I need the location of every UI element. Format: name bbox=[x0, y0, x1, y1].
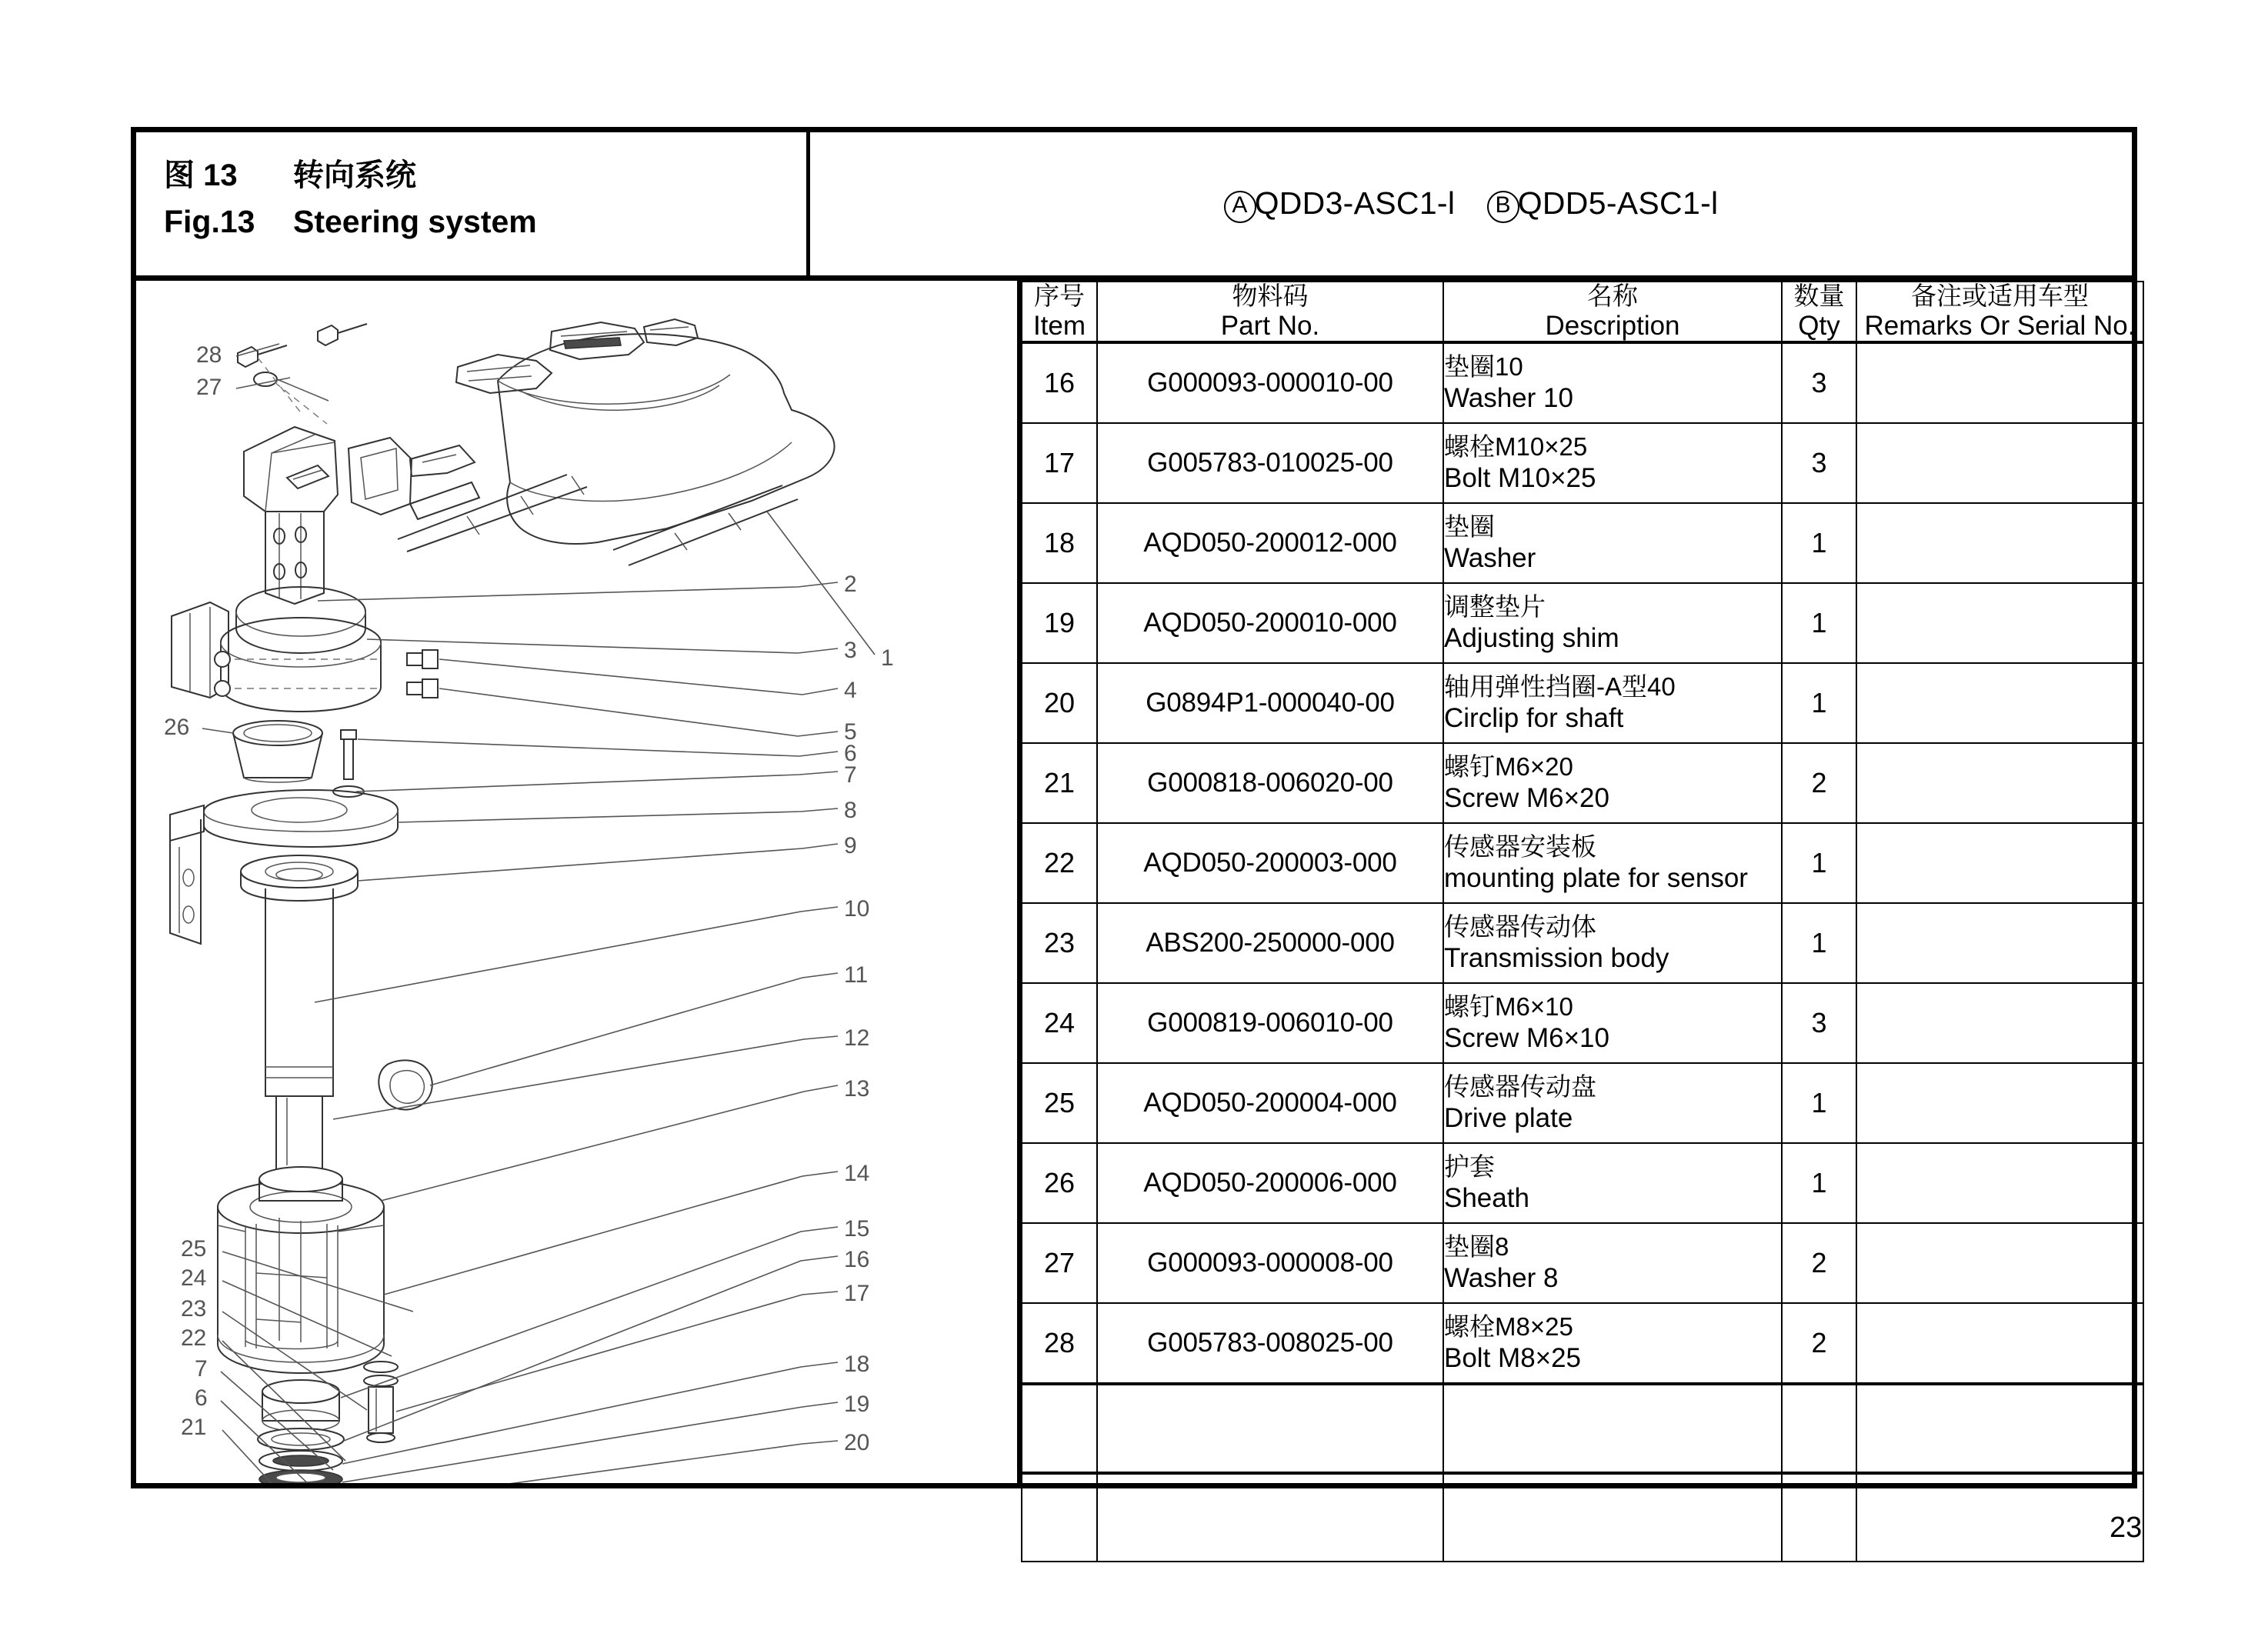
model-designation-text bbox=[1224, 185, 1719, 223]
description-en: Transmission body bbox=[1444, 942, 1669, 973]
table-row bbox=[1022, 1303, 2143, 1384]
cell-empty bbox=[1856, 1473, 2143, 1562]
cell-qty: 1 bbox=[1782, 903, 1856, 983]
header-qty-cn: 数量 bbox=[1793, 282, 1845, 310]
cell-empty bbox=[1443, 1384, 1782, 1473]
header-part-no-cn: 物料码 bbox=[1232, 282, 1309, 310]
cell-qty: 2 bbox=[1782, 743, 1856, 823]
cell-part-no: AQD050-200004-000 bbox=[1097, 1063, 1443, 1143]
cell-item: 28 bbox=[1022, 1303, 1097, 1384]
cell-item: 27 bbox=[1022, 1223, 1097, 1303]
cell-remark bbox=[1856, 583, 2143, 663]
cell-item: 16 bbox=[1022, 342, 1097, 423]
cell-part-no: AQD050-200003-000 bbox=[1097, 823, 1443, 903]
description-en: Bolt M10×25 bbox=[1444, 462, 1596, 493]
description-cn: 螺栓M10×25 bbox=[1444, 432, 1588, 462]
cell-qty: 1 bbox=[1782, 663, 1856, 743]
cell-part-no: G000819-006010-00 bbox=[1097, 983, 1443, 1063]
description-cn: 垫圈10 bbox=[1444, 352, 1523, 382]
description-en: Screw M6×20 bbox=[1444, 782, 1609, 813]
cell-empty bbox=[1097, 1384, 1443, 1473]
callout-26: 26 bbox=[164, 715, 190, 740]
callout-9: 9 bbox=[844, 833, 857, 858]
cell-item: 25 bbox=[1022, 1063, 1097, 1143]
description-cn: 传感器传动盘 bbox=[1444, 1072, 1596, 1102]
cell-description bbox=[1443, 1063, 1782, 1143]
callout-12: 12 bbox=[844, 1025, 870, 1051]
cell-qty: 1 bbox=[1782, 583, 1856, 663]
table-row-empty bbox=[1022, 1384, 2143, 1473]
callout-17: 17 bbox=[844, 1281, 870, 1306]
callout-19: 19 bbox=[844, 1392, 870, 1417]
cell-part-no: G000093-000010-00 bbox=[1097, 342, 1443, 423]
model-designation-header bbox=[810, 132, 2132, 275]
cell-remark bbox=[1856, 663, 2143, 743]
model-a-label: QDD3-ASC1-l bbox=[1254, 185, 1456, 221]
description-en: Sheath bbox=[1444, 1182, 1529, 1213]
parts-list-table bbox=[1021, 281, 2144, 1562]
cell-description bbox=[1443, 743, 1782, 823]
cell-qty: 3 bbox=[1782, 983, 1856, 1063]
header-qty-en: Qty bbox=[1798, 310, 1840, 341]
table-row bbox=[1022, 1143, 2143, 1223]
cell-qty: 1 bbox=[1782, 1143, 1856, 1223]
cell-description bbox=[1443, 663, 1782, 743]
callout-8: 8 bbox=[844, 798, 857, 823]
cell-remark bbox=[1856, 983, 2143, 1063]
cell-remark bbox=[1856, 743, 2143, 823]
cell-empty bbox=[1782, 1384, 1856, 1473]
table-row bbox=[1022, 1223, 2143, 1303]
header-part-no bbox=[1097, 282, 1443, 342]
cell-description bbox=[1443, 983, 1782, 1063]
cell-part-no: AQD050-200010-000 bbox=[1097, 583, 1443, 663]
cell-description bbox=[1443, 1303, 1782, 1384]
callout-28: 28 bbox=[196, 342, 222, 368]
description-cn: 垫圈 bbox=[1444, 512, 1495, 542]
cell-part-no: AQD050-200012-000 bbox=[1097, 503, 1443, 583]
header-description-cn: 名称 bbox=[1587, 282, 1638, 310]
cell-description bbox=[1443, 503, 1782, 583]
cell-item: 21 bbox=[1022, 743, 1097, 823]
callout-20: 20 bbox=[844, 1430, 870, 1455]
description-cn: 垫圈8 bbox=[1444, 1232, 1509, 1262]
steering-system-line-art bbox=[136, 281, 1017, 1483]
table-row bbox=[1022, 423, 2143, 503]
cell-qty: 3 bbox=[1782, 423, 1856, 503]
table-row-empty bbox=[1022, 1473, 2143, 1562]
callout-6: 6 bbox=[844, 741, 857, 766]
cell-part-no: G0894P1-000040-00 bbox=[1097, 663, 1443, 743]
description-en: Bolt M8×25 bbox=[1444, 1342, 1582, 1373]
cell-item: 24 bbox=[1022, 983, 1097, 1063]
cell-remark bbox=[1856, 503, 2143, 583]
cell-item: 17 bbox=[1022, 423, 1097, 503]
callouts-right-group bbox=[315, 512, 894, 1483]
cell-remark bbox=[1856, 903, 2143, 983]
callout-4: 4 bbox=[844, 678, 857, 703]
description-en: mounting plate for sensor bbox=[1444, 862, 1748, 893]
cell-part-no: ABS200-250000-000 bbox=[1097, 903, 1443, 983]
cell-remark bbox=[1856, 1143, 2143, 1223]
cell-remark bbox=[1856, 1223, 2143, 1303]
page-number: 23 bbox=[2110, 1512, 2143, 1544]
cell-empty bbox=[1097, 1473, 1443, 1562]
page-body bbox=[136, 281, 2136, 1483]
cell-description bbox=[1443, 903, 1782, 983]
header-description-en: Description bbox=[1545, 310, 1680, 341]
description-en: Washer 10 bbox=[1444, 382, 1573, 413]
callout-2: 2 bbox=[844, 572, 857, 597]
header-part-no-en: Part No. bbox=[1220, 310, 1320, 341]
cell-part-no: G000093-000008-00 bbox=[1097, 1223, 1443, 1303]
header-item-en: Item bbox=[1032, 310, 1086, 341]
cell-empty bbox=[1022, 1473, 1097, 1562]
cell-item: 22 bbox=[1022, 823, 1097, 903]
cell-remark bbox=[1856, 1063, 2143, 1143]
callout-15: 15 bbox=[844, 1216, 870, 1242]
header-item-cn: 序号 bbox=[1034, 282, 1085, 310]
table-row bbox=[1022, 743, 2143, 823]
cell-part-no: G005783-008025-00 bbox=[1097, 1303, 1443, 1384]
description-cn: 调整垫片 bbox=[1444, 592, 1546, 622]
page-header-band bbox=[136, 132, 2132, 281]
callout-7: 7 bbox=[844, 762, 857, 788]
model-b-label: QDD5-ASC1-l bbox=[1517, 185, 1719, 221]
table-header-row bbox=[1022, 282, 2143, 342]
cell-qty: 1 bbox=[1782, 1063, 1856, 1143]
cell-item: 19 bbox=[1022, 583, 1097, 663]
callout-1: 1 bbox=[881, 645, 894, 671]
cell-qty: 3 bbox=[1782, 342, 1856, 423]
callout-24: 24 bbox=[181, 1265, 207, 1291]
steering-column-cover bbox=[244, 427, 338, 604]
cell-description bbox=[1443, 823, 1782, 903]
header-remarks-en: Remarks Or Serial No. bbox=[1864, 310, 2136, 341]
callout-14: 14 bbox=[844, 1161, 870, 1186]
description-cn: 传感器安装板 bbox=[1444, 832, 1596, 862]
callout-5: 5 bbox=[844, 719, 857, 745]
description-cn: 螺钉M6×10 bbox=[1444, 992, 1573, 1022]
cell-qty: 2 bbox=[1782, 1303, 1856, 1384]
description-en: Adjusting shim bbox=[1444, 622, 1619, 653]
cell-empty bbox=[1443, 1473, 1782, 1562]
figure-title-block bbox=[136, 132, 810, 275]
bearing-cap-and-sheath bbox=[233, 721, 364, 797]
cell-empty bbox=[1856, 1384, 2143, 1473]
cell-item: 23 bbox=[1022, 903, 1097, 983]
motor-housing bbox=[172, 587, 438, 712]
exploded-view-diagram bbox=[136, 281, 1017, 1483]
figure-number-cn: 图 13 bbox=[164, 158, 238, 192]
callout-16: 16 bbox=[844, 1247, 870, 1272]
shaft-and-bearing bbox=[241, 855, 432, 1172]
description-cn: 轴用弹性挡圈-A型40 bbox=[1444, 672, 1676, 702]
scooter-body-assembly bbox=[238, 319, 835, 565]
description-cn: 传感器传动体 bbox=[1444, 912, 1596, 942]
cell-part-no: G005783-010025-00 bbox=[1097, 423, 1443, 503]
circled-b-marker: B bbox=[1487, 191, 1519, 223]
cell-item: 18 bbox=[1022, 503, 1097, 583]
catalog-page-frame bbox=[131, 127, 2137, 1488]
figure-name-en: Steering system bbox=[293, 204, 537, 239]
figure-title-english bbox=[164, 204, 806, 240]
callout-7-left: 7 bbox=[195, 1356, 208, 1382]
callout-21: 21 bbox=[181, 1415, 207, 1440]
callout-10: 10 bbox=[844, 896, 870, 922]
parts-table-body bbox=[1022, 342, 2143, 1562]
cell-description bbox=[1443, 423, 1782, 503]
cell-item: 26 bbox=[1022, 1143, 1097, 1223]
description-en: Circlip for shaft bbox=[1444, 702, 1624, 733]
table-row bbox=[1022, 903, 2143, 983]
cell-remark bbox=[1856, 823, 2143, 903]
description-cn: 护套 bbox=[1444, 1152, 1495, 1182]
table-row bbox=[1022, 583, 2143, 663]
description-en: Drive plate bbox=[1444, 1102, 1573, 1133]
cell-description bbox=[1443, 1143, 1782, 1223]
callout-6-left: 6 bbox=[195, 1385, 208, 1411]
cell-empty bbox=[1782, 1473, 1856, 1562]
callout-23: 23 bbox=[181, 1296, 207, 1322]
cell-description bbox=[1443, 1223, 1782, 1303]
header-remarks-cn: 备注或适用车型 bbox=[1911, 282, 2089, 310]
cell-part-no: AQD050-200006-000 bbox=[1097, 1143, 1443, 1223]
figure-name-cn: 转向系统 bbox=[293, 158, 416, 192]
cell-empty bbox=[1022, 1384, 1097, 1473]
table-row bbox=[1022, 983, 2143, 1063]
table-row bbox=[1022, 1063, 2143, 1143]
callout-22: 22 bbox=[181, 1325, 207, 1351]
header-qty bbox=[1782, 282, 1856, 342]
table-row bbox=[1022, 503, 2143, 583]
description-en: Washer 8 bbox=[1444, 1262, 1559, 1293]
table-row bbox=[1022, 342, 2143, 423]
callout-11: 11 bbox=[844, 962, 869, 988]
callout-25: 25 bbox=[181, 1236, 207, 1262]
cell-item: 20 bbox=[1022, 663, 1097, 743]
cell-part-no: G000818-006020-00 bbox=[1097, 743, 1443, 823]
cell-remark bbox=[1856, 1303, 2143, 1384]
header-remarks bbox=[1856, 282, 2143, 342]
parts-list-table-container bbox=[1017, 281, 2136, 1483]
callout-27: 27 bbox=[196, 375, 222, 400]
cell-qty: 2 bbox=[1782, 1223, 1856, 1303]
description-cn: 螺栓M8×25 bbox=[1444, 1312, 1573, 1342]
callout-18: 18 bbox=[844, 1352, 870, 1377]
cell-qty: 1 bbox=[1782, 823, 1856, 903]
description-cn: 螺钉M6×20 bbox=[1444, 752, 1573, 782]
cell-remark bbox=[1856, 423, 2143, 503]
description-en: Screw M6×10 bbox=[1444, 1022, 1609, 1053]
table-row bbox=[1022, 823, 2143, 903]
table-row bbox=[1022, 663, 2143, 743]
cell-qty: 1 bbox=[1782, 503, 1856, 583]
description-en: Washer bbox=[1444, 542, 1536, 573]
callout-13: 13 bbox=[844, 1076, 870, 1102]
callout-3: 3 bbox=[844, 638, 857, 663]
cell-description bbox=[1443, 583, 1782, 663]
figure-title-chinese bbox=[164, 151, 806, 195]
header-item bbox=[1022, 282, 1097, 342]
circled-a-marker: A bbox=[1224, 191, 1256, 223]
cell-remark bbox=[1856, 342, 2143, 423]
cell-description bbox=[1443, 342, 1782, 423]
figure-number-en: Fig.13 bbox=[164, 204, 255, 239]
header-description bbox=[1443, 282, 1782, 342]
